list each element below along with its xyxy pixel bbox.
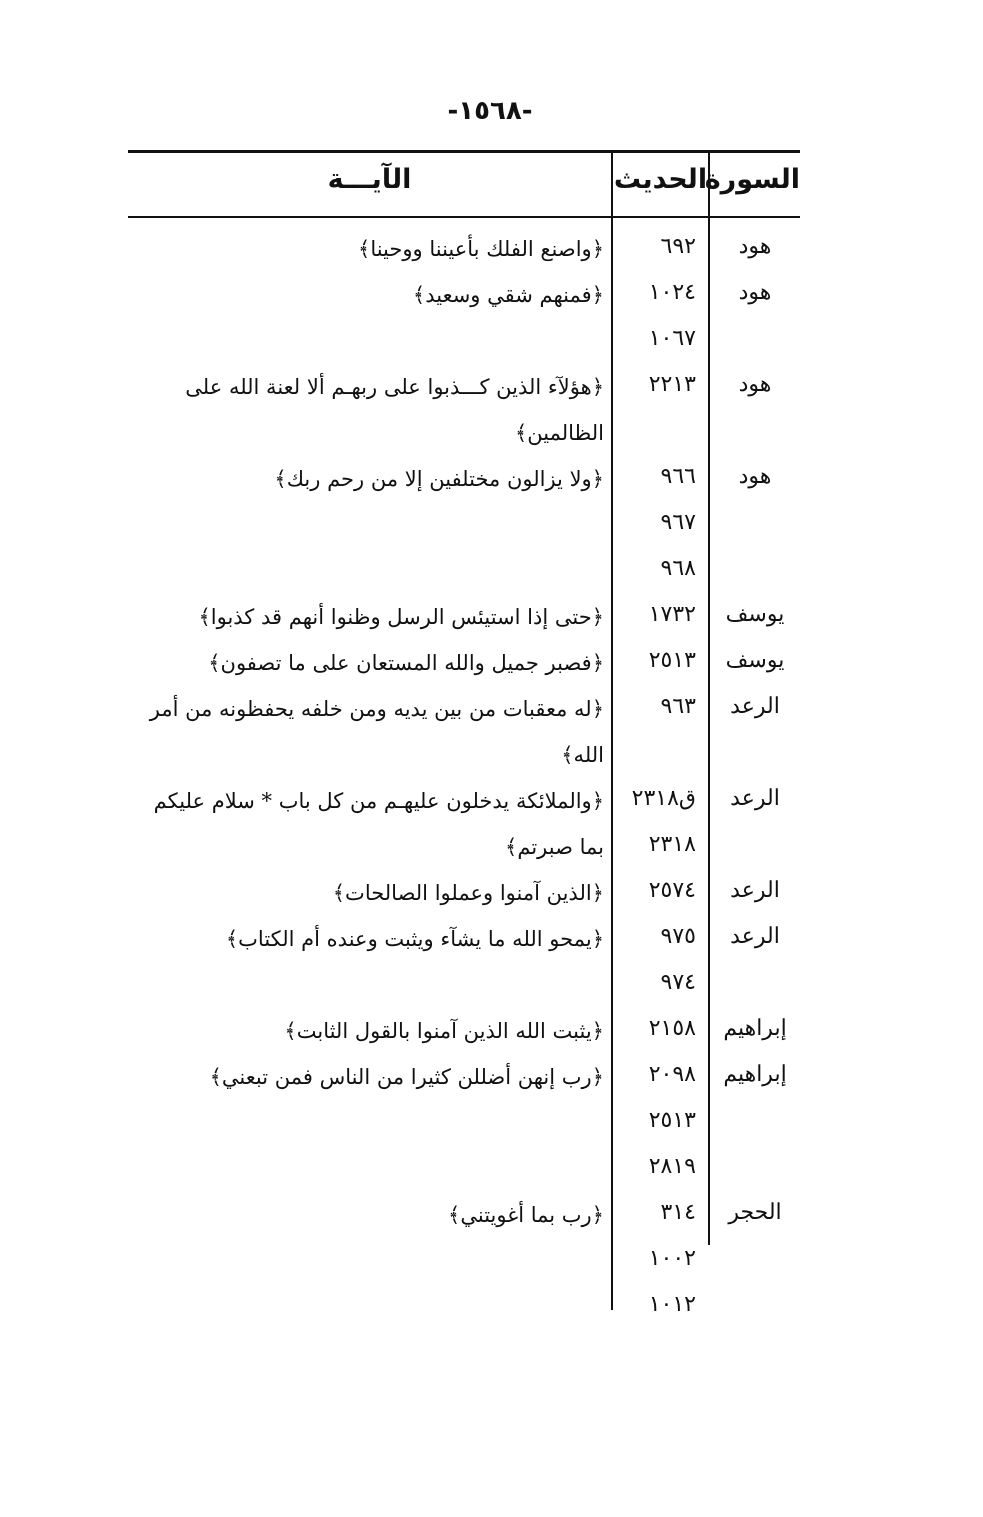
table-row [128,964,800,1010]
table-row [128,1286,800,1332]
table-top-rule [128,150,800,153]
table-row [128,642,800,688]
hadith-number-cell: ٢٥٧٤ [648,878,696,903]
ayah-cell: ﴿رب بما أغويتني﴾ [448,1203,604,1227]
ayah-cell: ﴿والملائكة يدخلون عليهـم من كل باب * سلام عليكم [153,789,604,813]
table-row [128,228,800,274]
header-hadith: الحديث [613,164,708,195]
header-surah: السورة [704,164,800,195]
hadith-number-cell: ٢٥١٣ [648,648,696,673]
surah-cell: الحجر [728,1200,782,1225]
surah-cell: الرعد [730,924,780,949]
surah-cell: يوسف [725,648,785,673]
table-header-rule [128,216,800,218]
ayah-cell: ﴿رب إنهن أضللن كثيرا من الناس فمن تبعني﴾ [209,1065,604,1089]
surah-cell: هود [738,464,772,489]
hadith-number-cell: ٩٦٧ [660,510,696,535]
table-row [128,504,800,550]
table-row [128,688,800,780]
hadith-number-cell: ٢٥١٣ [648,1108,696,1133]
table-row [128,1148,800,1194]
table-row [128,1102,800,1148]
surah-cell: يوسف [725,602,785,627]
hadith-number-cell: ١٠٠٢ [648,1246,696,1271]
surah-cell: هود [738,234,772,259]
hadith-number-cell: ٦٩٢ [660,234,696,259]
ayah-cell: ﴿واصنع الفلك بأعيننا ووحينا﴾ [358,237,604,261]
ayah-cell: ﴿فمنهم شقي وسعيد﴾ [412,283,604,307]
surah-cell: الرعد [730,694,780,719]
hadith-number-cell: ٩٦٨ [660,556,696,581]
header-ayah: الآيـــة [327,164,412,195]
surah-cell: هود [738,372,772,397]
table-row [128,550,800,596]
table-row [128,1056,800,1102]
ayah-cell: ﴿هؤلآء الذين كـــذبوا على ربهـم ألا لعنة الله على الظالمين﴾ [185,375,604,445]
hadith-number-cell: ١٠٦٧ [648,326,696,351]
hadith-number-cell: ١٧٣٢ [648,602,696,627]
table-row [128,366,800,458]
hadith-number-cell: ٢٢١٣ [648,372,696,397]
surah-cell: الرعد [730,878,780,903]
table-row [128,872,800,918]
ayah-cell: ﴿يمحو الله ما يشآء ويثبت وعنده أم الكتاب﴾ [225,927,604,951]
page-number: -١٥٦٨- [447,96,533,126]
ayah-cell: ﴿ولا يزالون مختلفين إلا من رحم ربك﴾ [274,467,604,491]
hadith-number-cell: ٩٧٤ [660,970,696,995]
table-row [128,1194,800,1240]
ayah-cell: ﴿الذين آمنوا وعملوا الصالحات﴾ [332,881,604,905]
hadith-number-cell: ٢١٥٨ [648,1016,696,1041]
hadith-number-cell: ٩٧٥ [660,924,696,949]
table-row [128,320,800,366]
table-body [128,228,800,1332]
ayah-cell: ﴿حتى إذا استيئس الرسل وظنوا أنهم قد كذبوا﴾ [198,605,604,629]
table-row [128,1010,800,1056]
surah-cell: هود [738,280,772,305]
table-row [128,1240,800,1286]
table-row [128,274,800,320]
hadith-number-cell: ٣١٤ [660,1200,696,1225]
surah-cell: إبراهيم [723,1062,787,1087]
hadith-number-cell: ٢٠٩٨ [648,1062,696,1087]
table-row [128,458,800,504]
table-row [128,780,800,826]
ayah-cell: بما صبرتم﴾ [505,835,604,859]
surah-cell: إبراهيم [723,1016,787,1041]
ayah-cell: ﴿له معقبات من بين يديه ومن خلفه يحفظونه من أمر الله﴾ [149,697,604,767]
ayah-cell: ﴿فصبر جميل والله المستعان على ما تصفون﴾ [208,651,604,675]
hadith-number-cell: ٩٦٣ [660,694,696,719]
ayah-cell: ﴿يثبت الله الذين آمنوا بالقول الثابت﴾ [284,1019,604,1043]
surah-cell: الرعد [730,786,780,811]
hadith-number-cell: ١٠٢٤ [648,280,696,305]
hadith-number-cell: ٢٣١٨ [648,832,696,857]
table-row [128,826,800,872]
hadith-number-cell: ١٠١٢ [648,1292,696,1317]
table-row [128,596,800,642]
hadith-number-cell: ق٢٣١٨ [631,786,696,811]
hadith-number-cell: ٢٨١٩ [648,1154,696,1179]
table-row [128,918,800,964]
hadith-number-cell: ٩٦٦ [660,464,696,489]
